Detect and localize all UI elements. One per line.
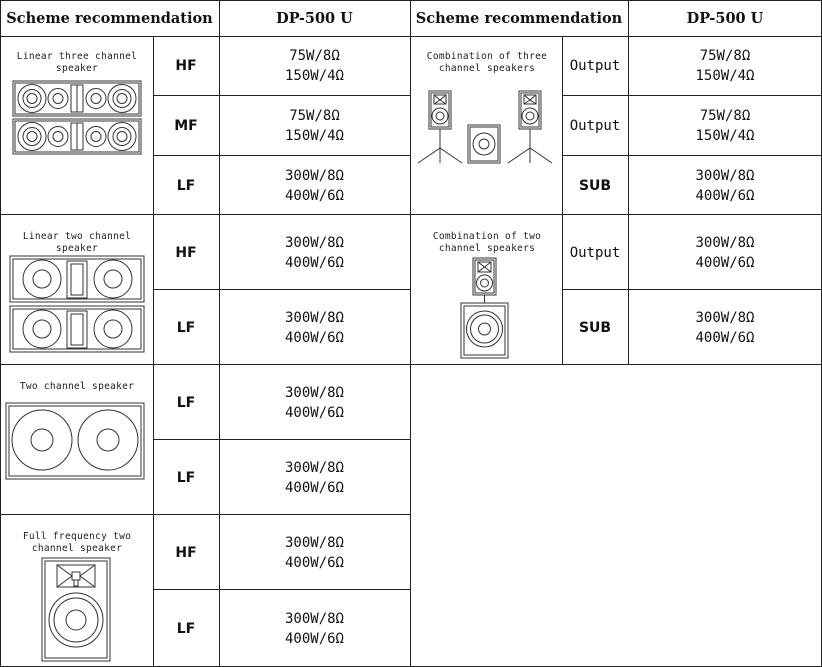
caption-linear-three: Linear three channel speaker	[16, 51, 138, 74]
power-line-1: 300W/8Ω	[284, 384, 344, 401]
power-rating	[219, 365, 410, 440]
power-rating	[219, 515, 410, 590]
band-label: Output	[569, 58, 621, 74]
power-line-1: 75W/8Ω	[289, 108, 340, 124]
band-label: LF	[176, 177, 196, 194]
power-line-1: 300W/8Ω	[284, 234, 344, 251]
band-label: MF	[174, 118, 198, 134]
power-line-2: 400W/6Ω	[695, 187, 755, 204]
power-line-1: 300W/8Ω	[284, 610, 344, 627]
power-rating	[628, 96, 822, 156]
power-rating	[219, 590, 410, 667]
caption-combination-two: Combination of two channel speakers	[432, 231, 542, 254]
power-line-1: 300W/8Ω	[695, 309, 755, 326]
power-line-2: 150W/4Ω	[695, 128, 755, 144]
caption-full-frequency: Full frequency two channel speaker	[22, 531, 132, 554]
power-rating	[628, 36, 822, 96]
power-line-1: 75W/8Ω	[699, 48, 751, 64]
power-line-1: 300W/8Ω	[284, 534, 344, 551]
power-line-2: 150W/4Ω	[284, 128, 344, 144]
power-line-2: 400W/6Ω	[284, 479, 344, 496]
band-label: LF	[176, 319, 196, 336]
band-label: LF	[176, 620, 196, 637]
power-line-2: 400W/6Ω	[284, 254, 344, 271]
power-line-1: 75W/8Ω	[699, 108, 751, 124]
band-label: LF	[176, 394, 196, 411]
power-rating	[219, 96, 410, 156]
power-line-2: 400W/6Ω	[695, 254, 755, 271]
power-rating	[628, 156, 822, 215]
right-model-header: DP-500 U	[686, 9, 764, 27]
power-line-2: 150W/4Ω	[695, 68, 755, 84]
band-label: Output	[569, 118, 621, 134]
power-line-2: 150W/4Ω	[284, 68, 344, 84]
power-rating	[219, 215, 410, 290]
power-line-2: 400W/6Ω	[284, 554, 344, 571]
power-line-1: 300W/8Ω	[695, 167, 755, 184]
caption-combination-three: Combination of three channel speakers	[426, 51, 548, 74]
power-rating	[219, 156, 410, 215]
power-line-1: 300W/8Ω	[284, 167, 344, 184]
band-label: HF	[175, 58, 197, 74]
band-label: SUB	[578, 177, 612, 194]
power-line-2: 400W/6Ω	[284, 630, 344, 647]
power-line-2: 400W/6Ω	[284, 187, 344, 204]
band-label: HF	[175, 244, 197, 261]
band-label: SUB	[578, 319, 612, 336]
right-scheme-header: Scheme recommendation	[415, 9, 623, 27]
caption-linear-two: Linear two channel speaker	[22, 231, 132, 254]
power-line-1: 300W/8Ω	[284, 459, 344, 476]
power-rating	[219, 290, 410, 365]
band-label: Output	[569, 244, 621, 261]
power-rating	[219, 36, 410, 96]
power-line-2: 400W/6Ω	[284, 404, 344, 421]
power-line-2: 400W/6Ω	[695, 329, 755, 346]
power-rating	[628, 290, 822, 365]
left-scheme-header: Scheme recommendation	[6, 9, 213, 27]
caption-two-channel: Two channel speaker	[19, 381, 135, 392]
power-line-1: 300W/8Ω	[284, 309, 344, 326]
power-line-1: 75W/8Ω	[289, 48, 340, 64]
power-rating	[628, 215, 822, 290]
band-label: LF	[176, 469, 196, 486]
left-model-header: DP-500 U	[276, 9, 353, 27]
power-line-2: 400W/6Ω	[284, 329, 344, 346]
band-label: HF	[175, 544, 197, 561]
power-line-1: 300W/8Ω	[695, 234, 755, 251]
power-rating	[219, 440, 410, 515]
